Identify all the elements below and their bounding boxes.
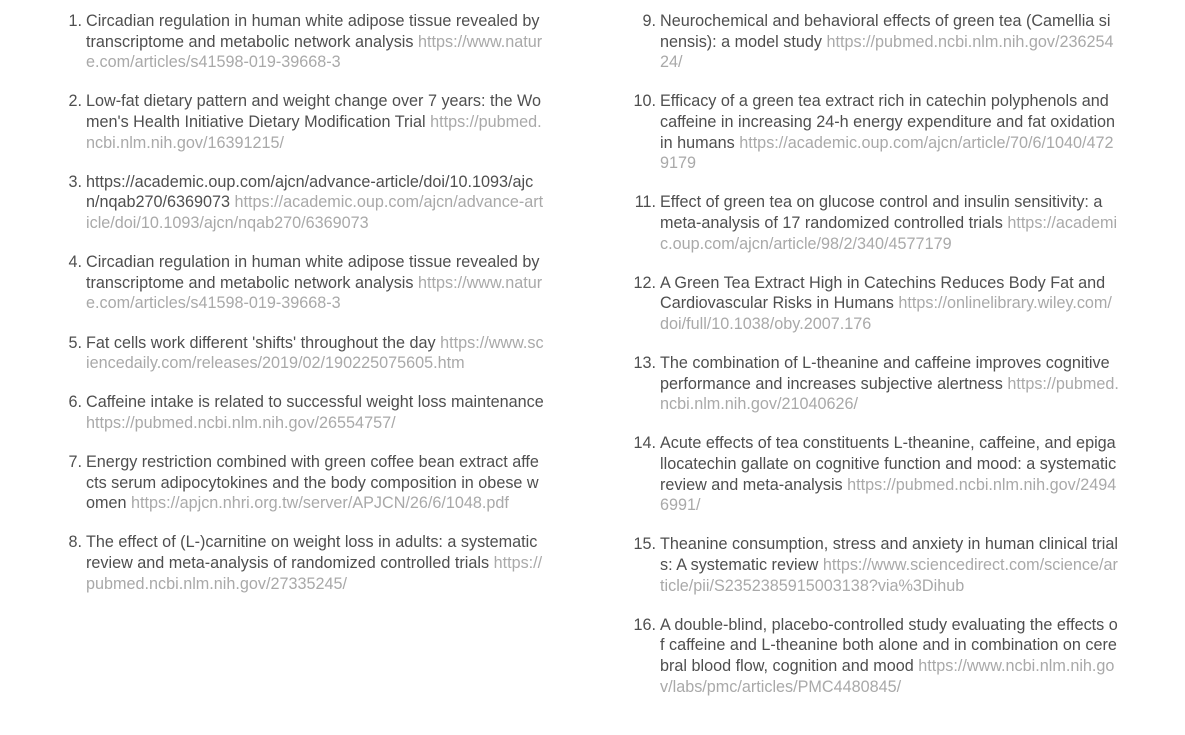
reference-title: The combination of L-theanine and caffeine improves cognitive performance and increases subjective alertness: [660, 354, 1110, 393]
reference-link[interactable]: https://www.sciencedirect.com/science/article/pii/S2352385915003138?via%3Dihub: [660, 556, 1118, 595]
reference-item: [624, 433, 1119, 515]
reference-item: [624, 192, 1119, 254]
reference-title: Efficacy of a green tea extract rich in catechin polyphenols and caffeine in increasing 24-h energy expenditure and fat oxidation in humans: [660, 92, 1116, 152]
reference-title: A double-blind, placebo-controlled study evaluating the effects of caffeine and L-theanine both alone and in combination on cerebral blood flow, cognition and mood: [660, 615, 1118, 675]
reference-item: [624, 615, 1119, 697]
reference-item: [624, 91, 1119, 173]
reference-column-left: [60, 11, 545, 613]
reference-number: 10.: [633, 92, 656, 111]
reference-title: Neurochemical and behavioral effects of green tea (Camellia sinensis): a model study: [660, 12, 1111, 51]
reference-number: 1.: [68, 12, 82, 30]
reference-number: 5.: [68, 333, 82, 352]
reference-link[interactable]: https://pubmed.ncbi.nlm.nih.gov/27335245/: [86, 554, 543, 593]
reference-link[interactable]: https://pubmed.ncbi.nlm.nih.gov/26554757/: [86, 413, 396, 432]
reference-title: Circadian regulation in human white adipose tissue revealed by transcriptome and metabolic network analysis: [86, 253, 540, 292]
reference-item: [60, 91, 545, 153]
reference-link[interactable]: https://www.nature.com/articles/s41598-019-39668-3: [86, 32, 543, 72]
reference-number: 11.: [634, 193, 656, 212]
reference-link[interactable]: https://apjcn.nhri.org.tw/server/APJCN/26/6/1048.pdf: [131, 494, 509, 513]
reference-number: 9.: [642, 12, 656, 30]
reference-title: The effect of (L-)carnitine on weight loss in adults: a systematic review and meta-analysis of randomized controlled trials: [86, 533, 538, 573]
reference-item: [624, 534, 1119, 596]
reference-item: [60, 333, 545, 374]
reference-title: Low-fat dietary pattern and weight change over 7 years: the Women's Health Initiative Dietary Modification Trial: [86, 92, 542, 131]
reference-number: 12.: [633, 273, 656, 292]
reference-number: 4.: [68, 253, 82, 272]
reference-link[interactable]: https://www.sciencedaily.com/releases/2019/02/190225075605.htm: [86, 333, 544, 373]
reference-item: [60, 11, 545, 73]
reference-link[interactable]: https://www.nature.com/articles/s41598-019-39668-3: [86, 273, 543, 313]
reference-item: [60, 252, 545, 314]
reference-item: [60, 452, 545, 514]
reference-number: 8.: [68, 533, 82, 552]
reference-link[interactable]: https://onlinelibrary.wiley.com/doi/full/10.1038/oby.2007.176: [660, 294, 1112, 333]
reference-link[interactable]: https://pubmed.ncbi.nlm.nih.gov/21040626/: [660, 374, 1119, 414]
reference-number: 13.: [633, 354, 656, 373]
reference-column-right: [624, 11, 1119, 716]
reference-link[interactable]: https://pubmed.ncbi.nlm.nih.gov/24946991/: [660, 475, 1117, 515]
reference-number: 14.: [633, 434, 656, 453]
reference-link[interactable]: https://academic.oup.com/ajcn/advance-article/doi/10.1093/ajcn/nqab270/6369073: [86, 193, 544, 232]
reference-title: https://academic.oup.com/ajcn/advance-article/doi/10.1093/ajcn/nqab270/6369073: [86, 172, 534, 212]
reference-item: [624, 273, 1119, 335]
reference-item: [60, 172, 545, 234]
reference-title: Circadian regulation in human white adipose tissue revealed by transcriptome and metabolic network analysis: [86, 12, 540, 51]
reference-item: [624, 11, 1119, 73]
reference-link[interactable]: https://academic.oup.com/ajcn/article/70/6/1040/4729179: [660, 133, 1114, 173]
reference-title: Energy restriction combined with green coffee bean extract affects serum adipocytokines and the body composition in obese women: [86, 453, 539, 513]
reference-title: A Green Tea Extract High in Catechins Reduces Body Fat and Cardiovascular Risks in Humans: [660, 273, 1106, 313]
reference-title: Fat cells work different 'shifts' throughout the day: [86, 333, 436, 352]
reference-title: Effect of green tea on glucose control and insulin sensitivity: a meta-analysis of 17 randomized controlled trials: [660, 193, 1103, 232]
reference-link[interactable]: https://pubmed.ncbi.nlm.nih.gov/16391215/: [86, 112, 542, 152]
reference-title: Caffeine intake is related to successful weight loss maintenance: [86, 393, 544, 412]
reference-item: [624, 353, 1119, 415]
reference-number: 15.: [633, 535, 656, 554]
reference-number: 6.: [68, 393, 82, 412]
reference-link[interactable]: https://academic.oup.com/ajcn/article/98/2/340/4577179: [660, 213, 1118, 253]
reference-title: Theanine consumption, stress and anxiety in human clinical trials: A systematic review: [660, 535, 1118, 575]
reference-item: [60, 532, 545, 594]
reference-number: 3.: [68, 172, 82, 191]
reference-item: [60, 392, 545, 433]
reference-link[interactable]: https://www.ncbi.nlm.nih.gov/labs/pmc/articles/PMC4480845/: [660, 657, 1115, 696]
reference-number: 16.: [633, 615, 656, 634]
reference-title: Acute effects of tea constituents L-theanine, caffeine, and epigallocatechin gallate on cognitive function and mood: a systematic review and meta-analysis: [660, 434, 1117, 494]
reference-number: 2.: [68, 92, 82, 111]
reference-number: 7.: [68, 453, 82, 472]
reference-link[interactable]: https://pubmed.ncbi.nlm.nih.gov/23625424/: [660, 32, 1114, 72]
